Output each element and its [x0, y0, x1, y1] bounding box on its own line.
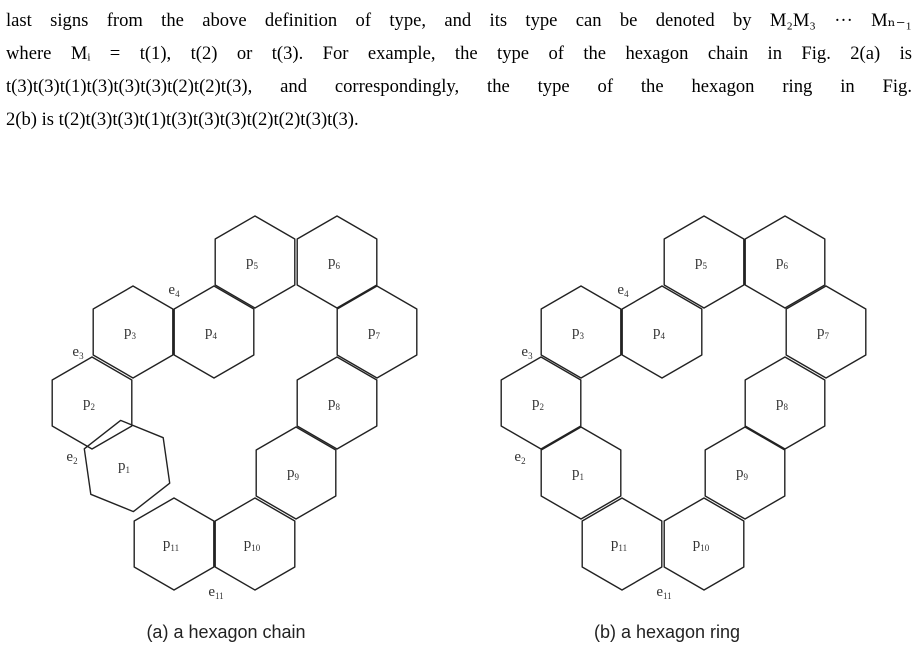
edge-label-e2: $e_2$ — [514, 449, 526, 466]
hexagon-label-p11: $p_{11}$ — [610, 536, 628, 553]
hexagon-label-p8: $p_8$ — [328, 395, 340, 412]
paragraph-line: where Mᵢ = t(1), t(2) or t(3). For example, the type of the hexagon chain in Fig. 2(a) is — [6, 43, 912, 64]
edge-label-e3: $e_3$ — [72, 344, 84, 361]
edge-label-e4: $e_4$ — [617, 282, 629, 299]
hexagon-label-p3: $p_3$ — [124, 324, 136, 341]
hexagon-label-p3: $p_3$ — [572, 324, 584, 341]
hexagon-label-p5: $p_5$ — [695, 254, 707, 271]
paragraph-line: last signs from the above definition of type, and its type can be denoted by M₂M₃ ··· Mₙ₋₁ — [6, 10, 912, 31]
edge-label-e11: $e_{11}$ — [656, 584, 672, 601]
figure-b-hexagon-ring — [501, 216, 866, 601]
paragraph-line: 2(b) is t(2)t(3)t(3)t(1)t(3)t(3)t(3)t(2)t(2)t(3)t(3). — [6, 109, 359, 130]
hexagon-label-p1: $p_1$ — [118, 458, 130, 475]
hexagon-label-p5: $p_5$ — [246, 254, 258, 271]
figure-b-caption: (b) a hexagon ring — [593, 622, 741, 642]
hexagon-label-p10: $p_{10}$ — [692, 536, 710, 553]
hexagon-label-p11: $p_{11}$ — [162, 536, 180, 553]
hexagon-label-p2: $p_2$ — [83, 395, 95, 412]
paragraph-line: t(3)t(3)t(1)t(3)t(3)t(3)t(2)t(2)t(3), and correspondingly, the type of the hexagon ring in Fig. — [6, 76, 912, 97]
edge-label-e11: $e_{11}$ — [208, 584, 224, 601]
hexagon-label-p1: $p_1$ — [572, 465, 584, 482]
hexagon-label-p4: $p_4$ — [653, 324, 665, 341]
hexagon-label-p7: $p_7$ — [368, 324, 380, 341]
hexagon-label-p10: $p_{10}$ — [243, 536, 261, 553]
edge-label-e3: $e_3$ — [521, 344, 533, 361]
hexagon-label-p7: $p_7$ — [817, 324, 829, 341]
figure-a-caption: (a) a hexagon chain — [146, 622, 306, 642]
hexagon-label-p4: $p_4$ — [205, 324, 217, 341]
figure-a-hexagon-chain — [52, 216, 417, 601]
edge-label-e2: $e_2$ — [66, 449, 78, 466]
hexagon-label-p9: $p_9$ — [287, 465, 299, 482]
hexagon-label-p6: $p_6$ — [328, 254, 340, 271]
edge-label-e4: $e_4$ — [168, 282, 180, 299]
hexagon-label-p8: $p_8$ — [776, 395, 788, 412]
hexagon-label-p6: $p_6$ — [776, 254, 788, 271]
hexagon-label-p2: $p_2$ — [532, 395, 544, 412]
hexagon-label-p9: $p_9$ — [736, 465, 748, 482]
